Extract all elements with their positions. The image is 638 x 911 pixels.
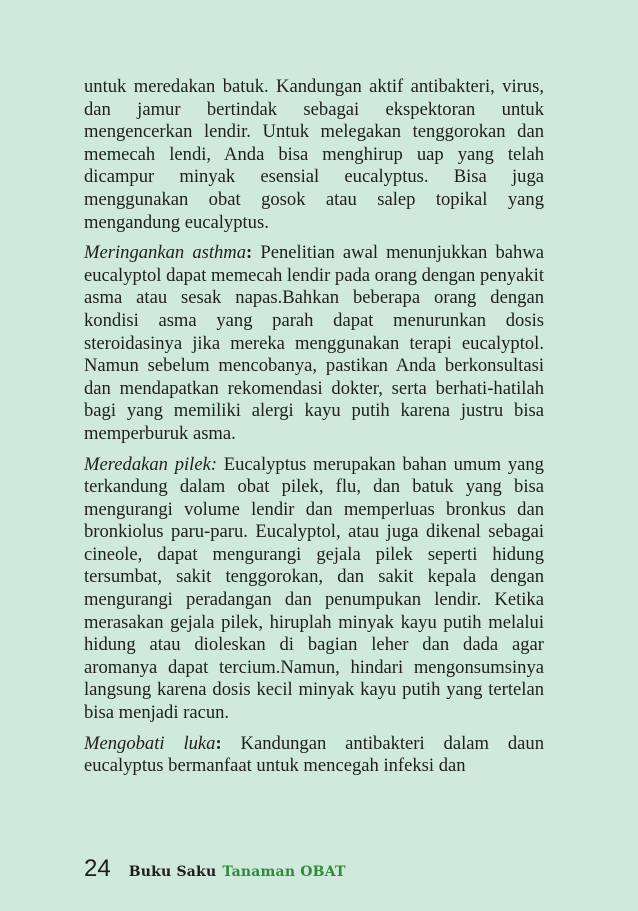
paragraph-wound — [84, 733, 544, 778]
paragraph-separator: : — [246, 242, 253, 264]
page-number: 24 — [84, 855, 111, 882]
book-title — [129, 864, 346, 880]
paragraph-text: Eucalyptus merupakan bahan umum yang terkandung dalam obat pilek, flu, dan batuk yang bisa mengurangi volume lendir dan memperluas bronkus dan bronkiolus paru-paru. Eucalyptol, atau juga dikenal sebagai cineole, dapat mengurangi gejala pilek seperti hidung tersumbat, sakit tenggorokan, dan sakit kepala dengan mengurangi peradangan dan penumpukan lendir. Ketika merasakan gejala pilek, hiruplah minyak kayu putih melalui hidung atau dioleskan di bagian leher dan dada agar aromanya dapat tercium.Namun, hindari mengonsumsinya langsung karena dosis kecil minyak kayu putih yang tertelan bisa menjadi racun. — [84, 453, 544, 724]
paragraph-text: Kandungan antibakteri dalam daun eucalyptus bermanfaat untuk mencegah infeksi dan — [84, 732, 545, 777]
book-title-part2: Tanaman OBAT — [222, 864, 346, 880]
paragraph-separator: : — [215, 732, 222, 754]
paragraph-term: Mengobati luka — [84, 732, 216, 754]
paragraph-text: untuk meredakan batuk. Kandungan aktif antibakteri, virus, dan jamur bertindak sebagai ekspektoran untuk mengencerkan lendir. Untuk melegakan tenggorokan dan memecah lendi, Anda bisa menghirup uap yang telah dicampur minyak esensial eucalyptus. Bisa juga menggunakan obat gosok atau salep topikal yang mengandung eucalyptus. — [84, 76, 544, 233]
page-footer — [84, 855, 346, 885]
paragraph-term: Meredakan pilek: — [84, 453, 218, 475]
paragraph-term: Meringankan asthma — [84, 242, 247, 264]
paragraph-text: Penelitian awal menunjukkan bahwa eucalyptol dapat memecah lendir pada orang dengan penyakit asma atau sesak napas.Bahkan beberapa orang dengan kondisi asma yang parah dapat menurunkan dosis steroidasinya jika mereka menggunakan terapi eucalyptol. Namun sebelum mencobanya, pastikan Anda berkonsultasi dan mendapatkan rekomendasi dokter, serta berhati-hatilah bagi yang memiliki alergi kayu putih karena justru bisa memperburuk asma. — [84, 242, 545, 444]
paragraph-cold — [84, 454, 544, 725]
paragraph-cough — [84, 76, 544, 234]
book-title-part1: Buku Saku — [128, 864, 217, 880]
page-body — [84, 76, 544, 786]
paragraph-asthma — [84, 242, 544, 445]
